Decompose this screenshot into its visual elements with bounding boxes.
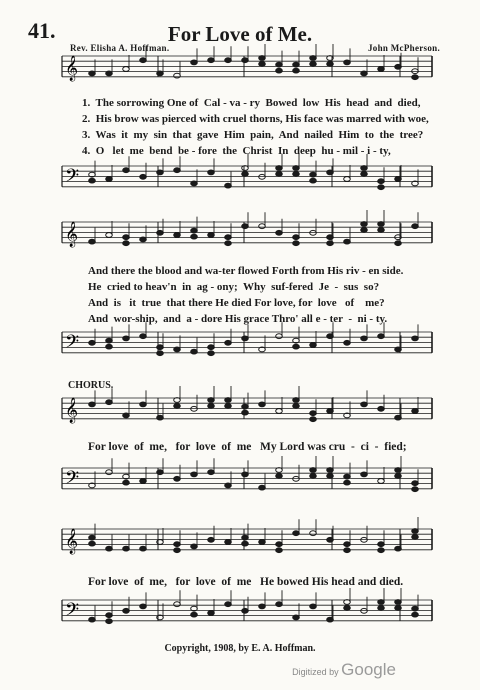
note-head [140, 604, 147, 609]
note-head [361, 336, 368, 341]
note-head [327, 62, 334, 67]
note-head [208, 537, 215, 542]
note-head [89, 541, 96, 546]
note-head [412, 535, 419, 540]
note-head [225, 398, 232, 403]
note-head [310, 178, 317, 183]
note-head [89, 535, 96, 540]
note-head [89, 178, 96, 183]
copyright-notice: Copyright, 1908, by E. A. Hoffman. [164, 643, 316, 654]
note-head [191, 228, 198, 233]
note-head [191, 472, 198, 477]
note-head [412, 529, 419, 534]
treble-clef-icon: 𝄞 [65, 222, 79, 247]
note-head [242, 410, 249, 415]
note-head [157, 230, 164, 235]
note-head [276, 68, 283, 73]
note-head [310, 172, 317, 177]
note-head [140, 174, 147, 179]
note-head [106, 233, 113, 238]
note-head [344, 60, 351, 65]
note-head [344, 480, 351, 485]
note-head [106, 470, 113, 475]
note-head [208, 233, 215, 238]
note-head [276, 230, 283, 235]
note-head [89, 71, 96, 76]
hymn-number: 41. [28, 18, 56, 43]
note-head [395, 241, 402, 246]
bass-clef-icon: 𝄢 [65, 332, 80, 357]
note-head [378, 185, 385, 190]
verse-line: 4. O let me bend be - fore the Christ In deep hu - mil - i - ty, [82, 145, 391, 157]
treble-clef-icon: 𝄞 [65, 56, 79, 81]
note-head [89, 402, 96, 407]
verse-line: And wor-ship, and a - dore His grace Thro' all e - ter - ni - ty. [88, 313, 388, 325]
note-head [378, 548, 385, 553]
note-head [123, 67, 130, 72]
note-head [174, 542, 181, 547]
treble-clef-icon: 𝄞 [65, 529, 79, 554]
note-head [378, 67, 385, 72]
digitized-watermark [292, 660, 396, 680]
note-head [259, 402, 266, 407]
note-head [378, 479, 385, 484]
note-head [174, 602, 181, 607]
note-head [395, 415, 402, 420]
note-head [208, 611, 215, 616]
note-head [208, 351, 215, 356]
note-head [344, 548, 351, 553]
chorus-lyric: For love of me, for love of me My Lord was cru - ci - fied; [88, 441, 407, 453]
note-head [344, 542, 351, 547]
note-head [140, 546, 147, 551]
note-head [123, 480, 130, 485]
bass-clef-icon: 𝄢 [65, 600, 80, 625]
note-head [123, 235, 130, 240]
note-head [242, 336, 249, 341]
note-head [293, 344, 300, 349]
note-head [293, 172, 300, 177]
note-head [395, 177, 402, 182]
note-head [378, 179, 385, 184]
note-head [242, 472, 249, 477]
note-head [157, 345, 164, 350]
note-head [293, 166, 300, 171]
note-head [259, 62, 266, 67]
note-head [395, 468, 402, 473]
author-credit: Rev. Elisha A. Hoffman. [70, 43, 170, 53]
note-head [276, 409, 283, 414]
note-head [259, 56, 266, 61]
note-head [191, 544, 198, 549]
note-head [276, 62, 283, 67]
note-head [106, 71, 113, 76]
note-head [276, 166, 283, 171]
note-head [208, 398, 215, 403]
note-head [225, 540, 232, 545]
hymn-title: For Love of Me. [167, 22, 313, 46]
note-head [327, 170, 334, 175]
note-head [191, 60, 198, 65]
note-head [242, 58, 249, 63]
note-head [242, 608, 249, 613]
note-head [259, 485, 266, 490]
note-head [327, 468, 334, 473]
note-head [293, 404, 300, 409]
watermark-prefix: Digitized by [292, 667, 339, 677]
note-head [242, 224, 249, 229]
note-head [395, 64, 402, 69]
bass-clef-icon: 𝄢 [65, 468, 80, 493]
note-head [395, 606, 402, 611]
note-head [123, 413, 130, 418]
note-head [89, 239, 96, 244]
note-head [310, 531, 317, 536]
note-head [191, 181, 198, 186]
note-head [259, 540, 266, 545]
note-head [242, 535, 249, 540]
note-head [395, 546, 402, 551]
note-head [89, 617, 96, 622]
note-head [123, 546, 130, 551]
verse-line: He cried to heav'n in ag - ony; Why suf-fered Je - sus so? [88, 281, 380, 293]
note-head [225, 183, 232, 188]
note-head [293, 531, 300, 536]
note-head [378, 542, 385, 547]
note-head [310, 230, 317, 235]
note-head [293, 235, 300, 240]
note-head [106, 344, 113, 349]
note-head [276, 172, 283, 177]
note-head [106, 546, 113, 551]
note-head [361, 166, 368, 171]
note-head [242, 541, 249, 546]
note-head [157, 170, 164, 175]
note-head [412, 487, 419, 492]
note-head [106, 619, 113, 624]
note-head [123, 168, 130, 173]
composer-credit: John McPherson. [368, 43, 440, 53]
note-head [106, 177, 113, 182]
note-head [89, 340, 96, 345]
note-head [276, 334, 283, 339]
note-head [310, 411, 317, 416]
note-head [191, 234, 198, 239]
note-head [344, 177, 351, 182]
note-head [259, 604, 266, 609]
note-head [327, 235, 334, 240]
note-head [225, 241, 232, 246]
note-head [174, 168, 181, 173]
note-head [225, 235, 232, 240]
note-head [395, 347, 402, 352]
verse-line: 1. The sorrowing One of Cal - va - ry Bowed low His head and died, [82, 97, 421, 109]
note-head [123, 336, 130, 341]
note-head [327, 474, 334, 479]
note-head [378, 600, 385, 605]
note-head [293, 398, 300, 403]
note-head [412, 612, 419, 617]
note-head [310, 604, 317, 609]
note-head [225, 404, 232, 409]
note-head [276, 602, 283, 607]
note-head [310, 343, 317, 348]
note-head [344, 239, 351, 244]
note-head [395, 600, 402, 605]
note-head [361, 228, 368, 233]
note-head [191, 612, 198, 617]
note-head [293, 615, 300, 620]
note-head [174, 548, 181, 553]
note-head [225, 340, 232, 345]
note-head [378, 228, 385, 233]
verse-line: 3. Was it my sin that gave Him pain, And nailed Him to the tree? [82, 129, 424, 141]
note-head [412, 606, 419, 611]
note-head [412, 481, 419, 486]
note-head [361, 402, 368, 407]
note-head [140, 58, 147, 63]
verse-line: And there the blood and wa-ter flowed Forth from His riv - en side. [88, 265, 404, 277]
note-head [174, 73, 181, 78]
note-head [174, 233, 181, 238]
note-head [174, 476, 181, 481]
note-head [310, 62, 317, 67]
note-head [225, 602, 232, 607]
note-head [310, 56, 317, 61]
note-head [259, 174, 266, 179]
note-head [361, 472, 368, 477]
note-head [310, 468, 317, 473]
note-head [412, 75, 419, 80]
note-head [140, 237, 147, 242]
note-head [361, 172, 368, 177]
treble-clef-icon: 𝄞 [65, 398, 79, 423]
note-head [395, 474, 402, 479]
note-head [412, 336, 419, 341]
note-head [293, 62, 300, 67]
note-head [276, 542, 283, 547]
note-head [123, 608, 130, 613]
note-head [293, 241, 300, 246]
note-head [327, 334, 334, 339]
note-head [327, 537, 334, 542]
note-head [242, 172, 249, 177]
note-head [361, 71, 368, 76]
note-head [259, 224, 266, 229]
note-head [293, 68, 300, 73]
chorus-lyric: For love of me, for love of me He bowed His head and died. [88, 576, 404, 588]
watermark-brand: Google [341, 660, 396, 679]
note-head [412, 224, 419, 229]
note-head [174, 404, 181, 409]
note-head [327, 241, 334, 246]
note-head [344, 340, 351, 345]
note-head [310, 417, 317, 422]
note-head [157, 470, 164, 475]
note-head [276, 474, 283, 479]
note-head [208, 404, 215, 409]
note-head [225, 58, 232, 63]
note-head [378, 334, 385, 339]
note-head [327, 409, 334, 414]
note-head [225, 483, 232, 488]
note-head [378, 406, 385, 411]
note-head [106, 338, 113, 343]
note-head [344, 606, 351, 611]
note-head [157, 415, 164, 420]
note-head [140, 402, 147, 407]
note-head [140, 334, 147, 339]
note-head [191, 349, 198, 354]
verse-line: 2. His brow was pierced with cruel thorns, His face was marred with woe, [82, 113, 429, 125]
note-head [327, 617, 334, 622]
note-head [140, 479, 147, 484]
note-head [276, 548, 283, 553]
note-head [157, 71, 164, 76]
note-head [310, 474, 317, 479]
note-head [361, 222, 368, 227]
note-head [106, 613, 113, 618]
verse-line: And is it true that there He died For love, for love of me? [88, 297, 385, 309]
note-head [344, 474, 351, 479]
note-head [208, 345, 215, 350]
note-head [106, 400, 113, 405]
note-head [174, 347, 181, 352]
note-head [208, 470, 215, 475]
note-head [412, 409, 419, 414]
bass-clef-icon: 𝄢 [65, 166, 80, 191]
note-head [378, 222, 385, 227]
chorus-label: CHORUS. [68, 380, 114, 391]
note-head [208, 170, 215, 175]
note-head [378, 606, 385, 611]
note-head [157, 351, 164, 356]
note-head [208, 58, 215, 63]
note-head [242, 404, 249, 409]
note-head [123, 241, 130, 246]
